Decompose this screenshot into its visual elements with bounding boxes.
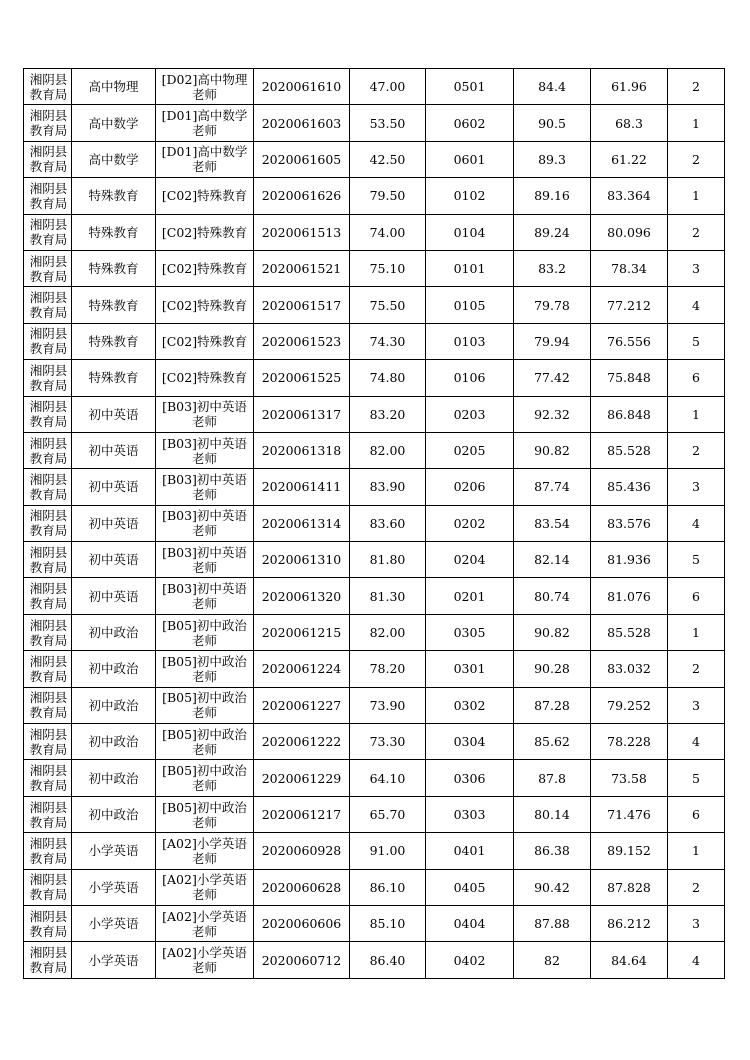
post-cell: [C02]特殊教育 bbox=[156, 323, 254, 359]
table-row bbox=[24, 69, 725, 105]
written-score-cell: 91.00 bbox=[350, 833, 426, 869]
post-cell: [B03]初中英语老师 bbox=[156, 396, 254, 432]
post-cell: [B05]初中政治老师 bbox=[156, 760, 254, 796]
interview-seq-cell: 0302 bbox=[426, 687, 514, 723]
post-cell: [A02]小学英语老师 bbox=[156, 942, 254, 978]
table-row bbox=[24, 214, 725, 250]
unit-cell: 湘阴县教育局 bbox=[24, 833, 72, 869]
rank-cell: 1 bbox=[668, 833, 725, 869]
interview-score-cell: 87.88 bbox=[514, 905, 591, 941]
table-row bbox=[24, 796, 725, 832]
subject-cell: 特殊教育 bbox=[72, 323, 156, 359]
interview-score-cell: 82 bbox=[514, 942, 591, 978]
table-row bbox=[24, 178, 725, 214]
written-score-cell: 78.20 bbox=[350, 651, 426, 687]
post-cell: [A02]小学英语老师 bbox=[156, 833, 254, 869]
interview-seq-cell: 0405 bbox=[426, 869, 514, 905]
rank-cell: 4 bbox=[668, 505, 725, 541]
subject-cell: 小学英语 bbox=[72, 869, 156, 905]
rank-cell: 6 bbox=[668, 360, 725, 396]
rank-cell: 2 bbox=[668, 141, 725, 177]
post-cell: [C02]特殊教育 bbox=[156, 178, 254, 214]
interview-score-cell: 89.3 bbox=[514, 141, 591, 177]
post-cell: [B05]初中政治老师 bbox=[156, 724, 254, 760]
interview-score-cell: 87.8 bbox=[514, 760, 591, 796]
interview-score-cell: 82.14 bbox=[514, 542, 591, 578]
interview-score-cell: 79.78 bbox=[514, 287, 591, 323]
exam-id-cell: 2020061523 bbox=[254, 323, 350, 359]
table-row bbox=[24, 833, 725, 869]
total-score-cell: 85.528 bbox=[591, 614, 668, 650]
total-score-cell: 87.828 bbox=[591, 869, 668, 905]
exam-id-cell: 2020061605 bbox=[254, 141, 350, 177]
interview-seq-cell: 0204 bbox=[426, 542, 514, 578]
total-score-cell: 85.528 bbox=[591, 432, 668, 468]
unit-cell: 湘阴县教育局 bbox=[24, 578, 72, 614]
written-score-cell: 82.00 bbox=[350, 432, 426, 468]
interview-seq-cell: 0106 bbox=[426, 360, 514, 396]
total-score-cell: 83.576 bbox=[591, 505, 668, 541]
rank-cell: 1 bbox=[668, 178, 725, 214]
interview-seq-cell: 0303 bbox=[426, 796, 514, 832]
unit-cell: 湘阴县教育局 bbox=[24, 141, 72, 177]
subject-cell: 初中英语 bbox=[72, 505, 156, 541]
table-row bbox=[24, 614, 725, 650]
exam-id-cell: 2020061310 bbox=[254, 542, 350, 578]
total-score-cell: 89.152 bbox=[591, 833, 668, 869]
post-cell: [B03]初中英语老师 bbox=[156, 578, 254, 614]
post-cell: [D01]高中数学老师 bbox=[156, 105, 254, 141]
total-score-cell: 86.212 bbox=[591, 905, 668, 941]
interview-seq-cell: 0602 bbox=[426, 105, 514, 141]
subject-cell: 初中政治 bbox=[72, 760, 156, 796]
post-cell: [C02]特殊教育 bbox=[156, 287, 254, 323]
subject-cell: 初中英语 bbox=[72, 542, 156, 578]
written-score-cell: 75.10 bbox=[350, 250, 426, 286]
interview-seq-cell: 0301 bbox=[426, 651, 514, 687]
total-score-cell: 83.032 bbox=[591, 651, 668, 687]
unit-cell: 湘阴县教育局 bbox=[24, 869, 72, 905]
written-score-cell: 73.30 bbox=[350, 724, 426, 760]
subject-cell: 高中数学 bbox=[72, 141, 156, 177]
written-score-cell: 74.80 bbox=[350, 360, 426, 396]
subject-cell: 特殊教育 bbox=[72, 214, 156, 250]
subject-cell: 初中英语 bbox=[72, 396, 156, 432]
exam-id-cell: 2020061222 bbox=[254, 724, 350, 760]
table-row bbox=[24, 760, 725, 796]
table-row bbox=[24, 360, 725, 396]
rank-cell: 4 bbox=[668, 942, 725, 978]
written-score-cell: 85.10 bbox=[350, 905, 426, 941]
interview-seq-cell: 0401 bbox=[426, 833, 514, 869]
rank-cell: 5 bbox=[668, 542, 725, 578]
post-cell: [B05]初中政治老师 bbox=[156, 687, 254, 723]
unit-cell: 湘阴县教育局 bbox=[24, 323, 72, 359]
written-score-cell: 81.80 bbox=[350, 542, 426, 578]
interview-score-cell: 84.4 bbox=[514, 69, 591, 105]
rank-cell: 1 bbox=[668, 396, 725, 432]
written-score-cell: 86.40 bbox=[350, 942, 426, 978]
unit-cell: 湘阴县教育局 bbox=[24, 505, 72, 541]
table-row bbox=[24, 141, 725, 177]
post-cell: [B03]初中英语老师 bbox=[156, 469, 254, 505]
interview-seq-cell: 0205 bbox=[426, 432, 514, 468]
total-score-cell: 80.096 bbox=[591, 214, 668, 250]
subject-cell: 小学英语 bbox=[72, 833, 156, 869]
exam-id-cell: 2020061320 bbox=[254, 578, 350, 614]
post-cell: [C02]特殊教育 bbox=[156, 214, 254, 250]
interview-score-cell: 83.2 bbox=[514, 250, 591, 286]
exam-id-cell: 2020061603 bbox=[254, 105, 350, 141]
post-cell: [B03]初中英语老师 bbox=[156, 432, 254, 468]
exam-id-cell: 2020061224 bbox=[254, 651, 350, 687]
interview-score-cell: 80.74 bbox=[514, 578, 591, 614]
interview-seq-cell: 0202 bbox=[426, 505, 514, 541]
total-score-cell: 61.22 bbox=[591, 141, 668, 177]
total-score-cell: 86.848 bbox=[591, 396, 668, 432]
exam-id-cell: 2020061229 bbox=[254, 760, 350, 796]
unit-cell: 湘阴县教育局 bbox=[24, 469, 72, 505]
interview-score-cell: 90.82 bbox=[514, 432, 591, 468]
written-score-cell: 79.50 bbox=[350, 178, 426, 214]
interview-seq-cell: 0104 bbox=[426, 214, 514, 250]
written-score-cell: 65.70 bbox=[350, 796, 426, 832]
unit-cell: 湘阴县教育局 bbox=[24, 542, 72, 578]
table-body bbox=[24, 69, 725, 979]
exam-id-cell: 2020061521 bbox=[254, 250, 350, 286]
unit-cell: 湘阴县教育局 bbox=[24, 214, 72, 250]
unit-cell: 湘阴县教育局 bbox=[24, 614, 72, 650]
written-score-cell: 53.50 bbox=[350, 105, 426, 141]
unit-cell: 湘阴县教育局 bbox=[24, 796, 72, 832]
table-row bbox=[24, 724, 725, 760]
exam-id-cell: 2020061626 bbox=[254, 178, 350, 214]
unit-cell: 湘阴县教育局 bbox=[24, 687, 72, 723]
post-cell: [D01]高中数学老师 bbox=[156, 141, 254, 177]
interview-score-cell: 90.82 bbox=[514, 614, 591, 650]
rank-cell: 3 bbox=[668, 469, 725, 505]
table-row bbox=[24, 432, 725, 468]
total-score-cell: 83.364 bbox=[591, 178, 668, 214]
written-score-cell: 73.90 bbox=[350, 687, 426, 723]
exam-id-cell: 2020061411 bbox=[254, 469, 350, 505]
rank-cell: 1 bbox=[668, 614, 725, 650]
written-score-cell: 83.60 bbox=[350, 505, 426, 541]
interview-score-cell: 90.42 bbox=[514, 869, 591, 905]
table-row bbox=[24, 869, 725, 905]
written-score-cell: 82.00 bbox=[350, 614, 426, 650]
table-row bbox=[24, 942, 725, 978]
unit-cell: 湘阴县教育局 bbox=[24, 905, 72, 941]
rank-cell: 2 bbox=[668, 214, 725, 250]
subject-cell: 特殊教育 bbox=[72, 360, 156, 396]
rank-cell: 2 bbox=[668, 432, 725, 468]
post-cell: [A02]小学英语老师 bbox=[156, 905, 254, 941]
exam-id-cell: 2020060928 bbox=[254, 833, 350, 869]
interview-score-cell: 89.24 bbox=[514, 214, 591, 250]
exam-id-cell: 2020061318 bbox=[254, 432, 350, 468]
rank-cell: 6 bbox=[668, 796, 725, 832]
subject-cell: 初中英语 bbox=[72, 469, 156, 505]
exam-id-cell: 2020061227 bbox=[254, 687, 350, 723]
written-score-cell: 83.20 bbox=[350, 396, 426, 432]
exam-id-cell: 2020061314 bbox=[254, 505, 350, 541]
unit-cell: 湘阴县教育局 bbox=[24, 760, 72, 796]
interview-seq-cell: 0304 bbox=[426, 724, 514, 760]
table-row bbox=[24, 250, 725, 286]
unit-cell: 湘阴县教育局 bbox=[24, 360, 72, 396]
exam-id-cell: 2020060606 bbox=[254, 905, 350, 941]
total-score-cell: 85.436 bbox=[591, 469, 668, 505]
exam-id-cell: 2020061215 bbox=[254, 614, 350, 650]
post-cell: [B05]初中政治老师 bbox=[156, 651, 254, 687]
interview-score-cell: 89.16 bbox=[514, 178, 591, 214]
table-row bbox=[24, 287, 725, 323]
rank-cell: 1 bbox=[668, 105, 725, 141]
subject-cell: 初中英语 bbox=[72, 578, 156, 614]
interview-seq-cell: 0206 bbox=[426, 469, 514, 505]
total-score-cell: 78.34 bbox=[591, 250, 668, 286]
written-score-cell: 64.10 bbox=[350, 760, 426, 796]
total-score-cell: 81.936 bbox=[591, 542, 668, 578]
interview-seq-cell: 0404 bbox=[426, 905, 514, 941]
rank-cell: 5 bbox=[668, 323, 725, 359]
exam-id-cell: 2020061317 bbox=[254, 396, 350, 432]
post-cell: [B05]初中政治老师 bbox=[156, 796, 254, 832]
post-cell: [B03]初中英语老师 bbox=[156, 505, 254, 541]
table-row bbox=[24, 578, 725, 614]
interview-seq-cell: 0102 bbox=[426, 178, 514, 214]
exam-id-cell: 2020061513 bbox=[254, 214, 350, 250]
subject-cell: 特殊教育 bbox=[72, 178, 156, 214]
unit-cell: 湘阴县教育局 bbox=[24, 105, 72, 141]
rank-cell: 3 bbox=[668, 250, 725, 286]
interview-seq-cell: 0501 bbox=[426, 69, 514, 105]
exam-id-cell: 2020060712 bbox=[254, 942, 350, 978]
interview-score-cell: 77.42 bbox=[514, 360, 591, 396]
interview-seq-cell: 0103 bbox=[426, 323, 514, 359]
rank-cell: 2 bbox=[668, 651, 725, 687]
post-cell: [C02]特殊教育 bbox=[156, 250, 254, 286]
written-score-cell: 47.00 bbox=[350, 69, 426, 105]
subject-cell: 初中政治 bbox=[72, 796, 156, 832]
table-row bbox=[24, 105, 725, 141]
interview-score-cell: 85.62 bbox=[514, 724, 591, 760]
interview-score-cell: 87.74 bbox=[514, 469, 591, 505]
interview-score-cell: 87.28 bbox=[514, 687, 591, 723]
exam-id-cell: 2020061517 bbox=[254, 287, 350, 323]
written-score-cell: 74.30 bbox=[350, 323, 426, 359]
post-cell: [C02]特殊教育 bbox=[156, 360, 254, 396]
table-row bbox=[24, 396, 725, 432]
post-cell: [B05]初中政治老师 bbox=[156, 614, 254, 650]
written-score-cell: 83.90 bbox=[350, 469, 426, 505]
unit-cell: 湘阴县教育局 bbox=[24, 942, 72, 978]
exam-id-cell: 2020061217 bbox=[254, 796, 350, 832]
total-score-cell: 84.64 bbox=[591, 942, 668, 978]
table-row bbox=[24, 469, 725, 505]
exam-id-cell: 2020060628 bbox=[254, 869, 350, 905]
unit-cell: 湘阴县教育局 bbox=[24, 69, 72, 105]
total-score-cell: 61.96 bbox=[591, 69, 668, 105]
post-cell: [B03]初中英语老师 bbox=[156, 542, 254, 578]
written-score-cell: 81.30 bbox=[350, 578, 426, 614]
total-score-cell: 77.212 bbox=[591, 287, 668, 323]
interview-seq-cell: 0306 bbox=[426, 760, 514, 796]
interview-score-cell: 83.54 bbox=[514, 505, 591, 541]
interview-score-cell: 92.32 bbox=[514, 396, 591, 432]
table-row bbox=[24, 323, 725, 359]
total-score-cell: 73.58 bbox=[591, 760, 668, 796]
total-score-cell: 76.556 bbox=[591, 323, 668, 359]
interview-seq-cell: 0402 bbox=[426, 942, 514, 978]
rank-cell: 2 bbox=[668, 69, 725, 105]
post-cell: [D02]高中物理老师 bbox=[156, 69, 254, 105]
rank-cell: 3 bbox=[668, 687, 725, 723]
written-score-cell: 74.00 bbox=[350, 214, 426, 250]
subject-cell: 初中政治 bbox=[72, 614, 156, 650]
interview-seq-cell: 0305 bbox=[426, 614, 514, 650]
subject-cell: 小学英语 bbox=[72, 905, 156, 941]
total-score-cell: 68.3 bbox=[591, 105, 668, 141]
total-score-cell: 78.228 bbox=[591, 724, 668, 760]
table-row bbox=[24, 905, 725, 941]
unit-cell: 湘阴县教育局 bbox=[24, 432, 72, 468]
rank-cell: 4 bbox=[668, 287, 725, 323]
table-row bbox=[24, 687, 725, 723]
interview-seq-cell: 0105 bbox=[426, 287, 514, 323]
interview-score-cell: 90.28 bbox=[514, 651, 591, 687]
exam-id-cell: 2020061610 bbox=[254, 69, 350, 105]
interview-seq-cell: 0201 bbox=[426, 578, 514, 614]
subject-cell: 初中政治 bbox=[72, 724, 156, 760]
unit-cell: 湘阴县教育局 bbox=[24, 396, 72, 432]
subject-cell: 特殊教育 bbox=[72, 250, 156, 286]
written-score-cell: 86.10 bbox=[350, 869, 426, 905]
unit-cell: 湘阴县教育局 bbox=[24, 651, 72, 687]
unit-cell: 湘阴县教育局 bbox=[24, 178, 72, 214]
interview-score-cell: 86.38 bbox=[514, 833, 591, 869]
unit-cell: 湘阴县教育局 bbox=[24, 287, 72, 323]
total-score-cell: 75.848 bbox=[591, 360, 668, 396]
rank-cell: 5 bbox=[668, 760, 725, 796]
subject-cell: 高中数学 bbox=[72, 105, 156, 141]
written-score-cell: 42.50 bbox=[350, 141, 426, 177]
unit-cell: 湘阴县教育局 bbox=[24, 724, 72, 760]
subject-cell: 初中英语 bbox=[72, 432, 156, 468]
post-cell: [A02]小学英语老师 bbox=[156, 869, 254, 905]
subject-cell: 初中政治 bbox=[72, 687, 156, 723]
interview-seq-cell: 0101 bbox=[426, 250, 514, 286]
subject-cell: 高中物理 bbox=[72, 69, 156, 105]
rank-cell: 4 bbox=[668, 724, 725, 760]
score-table bbox=[23, 68, 725, 979]
interview-score-cell: 79.94 bbox=[514, 323, 591, 359]
interview-seq-cell: 0203 bbox=[426, 396, 514, 432]
total-score-cell: 71.476 bbox=[591, 796, 668, 832]
interview-score-cell: 90.5 bbox=[514, 105, 591, 141]
subject-cell: 初中政治 bbox=[72, 651, 156, 687]
unit-cell: 湘阴县教育局 bbox=[24, 250, 72, 286]
total-score-cell: 81.076 bbox=[591, 578, 668, 614]
subject-cell: 特殊教育 bbox=[72, 287, 156, 323]
table-row bbox=[24, 505, 725, 541]
table-row bbox=[24, 651, 725, 687]
interview-score-cell: 80.14 bbox=[514, 796, 591, 832]
rank-cell: 3 bbox=[668, 905, 725, 941]
rank-cell: 2 bbox=[668, 869, 725, 905]
interview-seq-cell: 0601 bbox=[426, 141, 514, 177]
table-row bbox=[24, 542, 725, 578]
subject-cell: 小学英语 bbox=[72, 942, 156, 978]
rank-cell: 6 bbox=[668, 578, 725, 614]
total-score-cell: 79.252 bbox=[591, 687, 668, 723]
written-score-cell: 75.50 bbox=[350, 287, 426, 323]
exam-id-cell: 2020061525 bbox=[254, 360, 350, 396]
